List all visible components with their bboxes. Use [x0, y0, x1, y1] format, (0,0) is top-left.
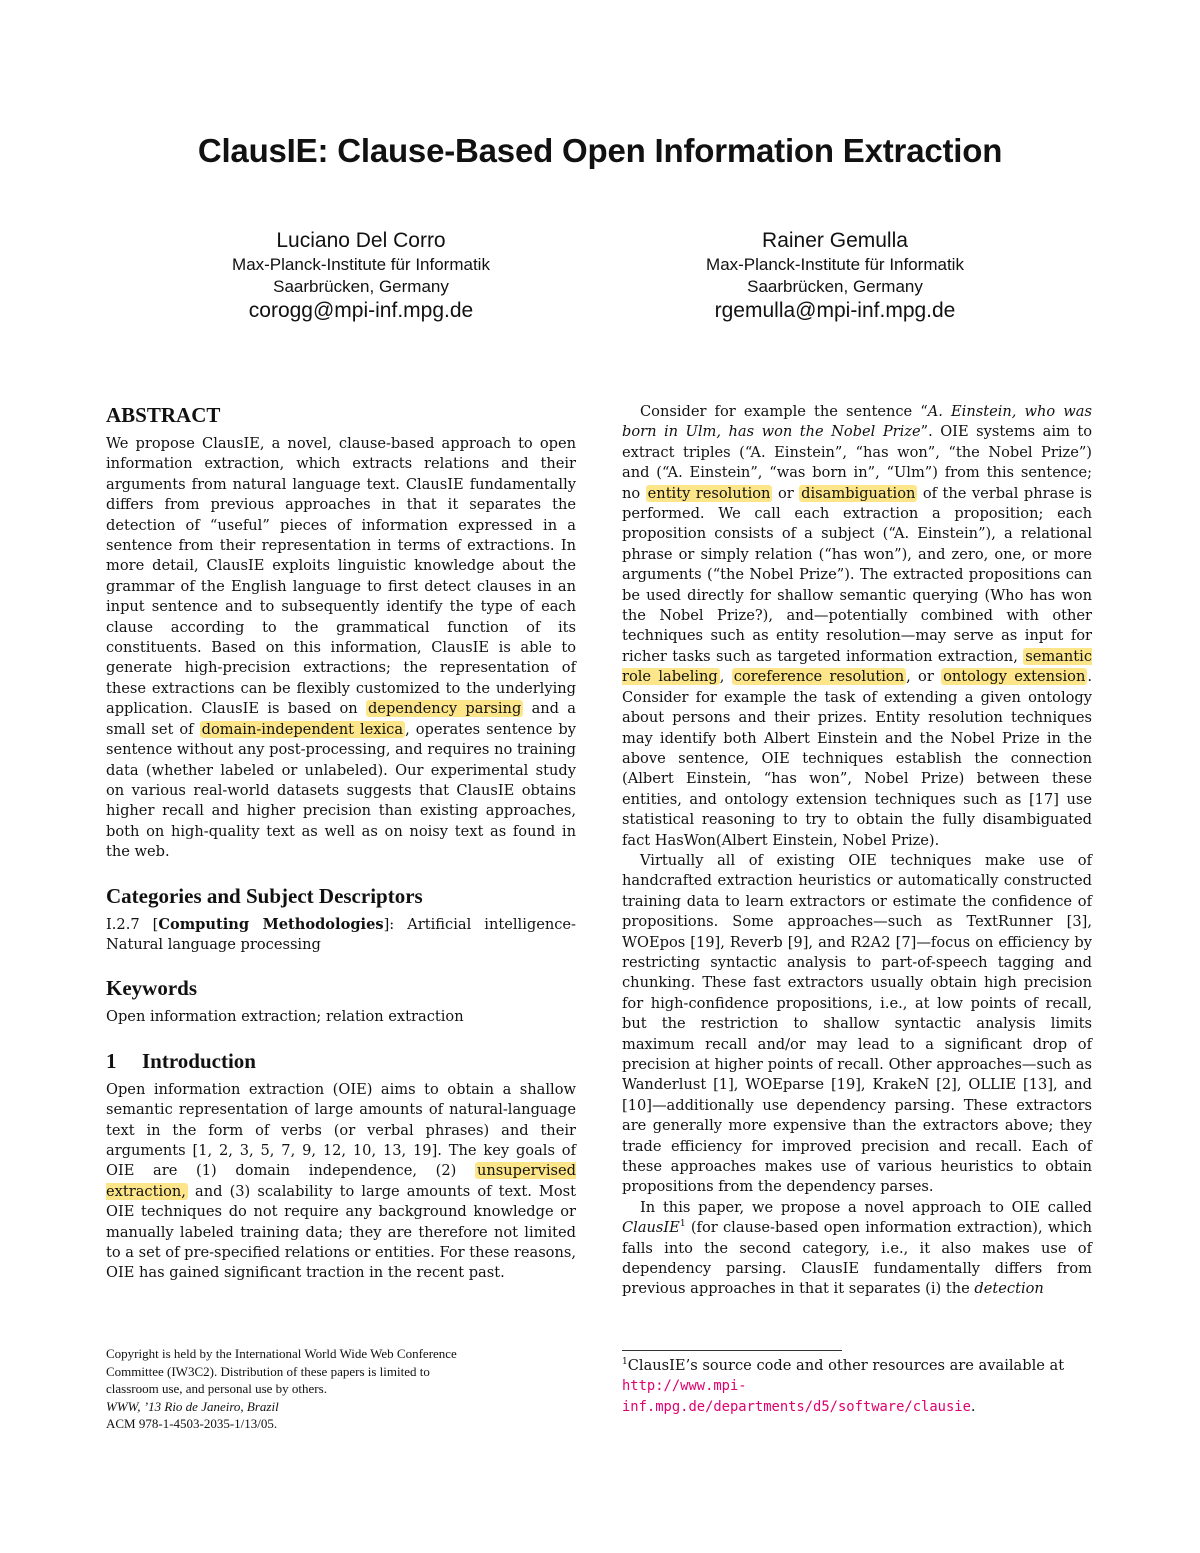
keywords-text: Open information extraction; relation extraction [106, 1008, 464, 1026]
highlight: disambiguation [801, 484, 916, 502]
author-email: rgemulla@mpi-inf.mpg.de [714, 299, 956, 322]
highlight: coreference resolution [733, 668, 905, 686]
author-block [131, 228, 591, 324]
abstract-heading: ABSTRACT [106, 403, 221, 427]
footnote: $^1$ClausIE’s source code and other resources are available at http://www.mpi-inf.mpg.de/departments/d5/software/clausie. [622, 1357, 1065, 1415]
highlight: domain-independent lexica [201, 720, 404, 738]
author-affiliation: Max-Planck-Institute für Informatik [706, 255, 964, 274]
footnote-divider [622, 1350, 842, 1351]
paper-title: ClausIE: Clause-Based Open Information Extraction [197, 132, 1003, 169]
author-email: corogg@mpi-inf.mpg.de [248, 299, 474, 322]
left-column [106, 402, 576, 1284]
highlight: ontology extension [943, 668, 1086, 686]
body-paragraph: Consider for example the sentence “A. Einstein, who was born in Ulm, has won the Nobel Prize”. OIE systems aim to extract triples (“A. Einstein”, “has won”, “the Nobel Prize”) and (“A. Einstein”, “was born in”, “Ulm”) from this sentence; no entity resolution or disambiguation of the verbal phrase is performed. We call each extraction a proposition; each proposition consists of a subject (“A. Einstein”), a relational phrase or simply relation (“has won”), and zero, one, or more arguments (“the Nobel Prize”). The extracted propositions can be used directly for shallow semantic querying (Who has won the Nobel Prize?), and—potentially combined with other techniques such as entity resolution—may serve as input for richer tasks such as targeted information extraction, semantic role labeling , coreference resolution , or ontology extension . Consider for example the task of extending a given ontology about persons and their prizes. Entity resolution techniques may identify both Albert Einstein and the Nobel Prize in the above sentence, OIE techniques establish the connection (Albert Einstein, “has won”, Nobel Prize) between these entities, and ontology extension techniques such as [17] use statistical reasoning to try to obtain the fully disambiguated fact HasWon(Albert Einstein, Nobel Prize). [622, 403, 1093, 849]
author-location: Saarbrücken, Germany [747, 277, 923, 296]
introduction-heading: 1 Introduction [106, 1048, 256, 1073]
author-location: Saarbrücken, Germany [273, 277, 449, 296]
copyright-notice: Copyright is held by the International World Wide Web Conference Committee (IW3C2). Distribution of these papers is limited to classroom use, and personal use by others. WWW, ’13 Rio de Janeiro, Brazil ACM 978-1-4503-2035-1/13/05. [106, 1346, 457, 1431]
highlight: semantic role labeling [622, 647, 1092, 686]
introduction-paragraph: Open information extraction (OIE) aims to obtain a shallow semantic representation of large amounts of natural-language text in the form of verbs (or verbal phrases) and their arguments [1, 2, 3, 5, 7, 9, 12, 10, 13, 19]. The key goals of OIE are (1) domain independence, (2) unsupervised extraction, and (3) scalability to large amounts of text. Most OIE techniques do not require any background knowledge or manually labeled training data; they are therefore not limited to a set of pre-specified relations or entities. For these reasons, OIE has gained significant traction in the recent past. [106, 1080, 577, 1282]
highlight: entity resolution [647, 484, 771, 502]
source-code-link[interactable]: clausie [912, 1398, 971, 1415]
author-name: Luciano Del Corro [276, 229, 446, 252]
author-block [605, 228, 1065, 324]
source-code-link[interactable]: http://www.mpi-inf.mpg.de/departments/d5/software/ [622, 1378, 913, 1415]
footnote-mark: 1 [679, 1219, 686, 1230]
keywords-heading: Keywords [106, 976, 197, 1001]
author-affiliation: Max-Planck-Institute für Informatik [232, 255, 490, 274]
body-paragraph: In this paper, we propose a novel approach to OIE called ClausIE$^1$ (for clause-based open information extraction), which falls into the second category, i.e., it also makes use of dependency parsing. ClausIE fundamentally differs from previous approaches in that it separates (i) the detection [622, 1198, 1092, 1298]
body-paragraph: Virtually all of existing OIE techniques make use of handcrafted extraction heuristics or automatically constructed training data to learn extractors or estimate the confidence of propositions. Some approaches—such as TextRunner [3], WOEpos [19], Reverb [9], and R2A2 [7]—focus on efficiency by restricting syntactic analysis to part-of-speech tagging and chunking. These fast extractors usually obtain high precision for high-confidence propositions, i.e., at low points of recall, but the restriction to shallow syntactic analysis limits maximum recall and/or may lead to a significant drop of precision at higher points of recall. Other approaches—such as Wanderlust [1], WOEparse [19], KrakeN [2], OLLIE [13], and [10]—additionally use dependency parsing. These extractors are generally more expensive than the extractors above; they trade efficiency for improved precision and recall. Each of these approaches makes use of various heuristics to obtain propositions from the dependency parses. [622, 851, 1092, 1196]
right-column [622, 402, 1092, 1300]
highlight: dependency parsing [367, 700, 522, 718]
categories-heading: Categories and Subject Descriptors [106, 883, 423, 908]
abstract-text: We propose ClausIE, a novel, clause-based approach to open information extraction, which extracts relations and their arguments from natural language text. ClausIE fundamentally differs from previous approaches in that it separates the detection of “useful” pieces of information expressed in a sentence from their representation in terms of extractions. In more detail, ClausIE exploits linguistic knowledge about the grammar of the English language to first detect clauses in an input sentence and to subsequently identify the type of each clause according to the grammatical function of its constituents. Based on this information, ClausIE is able to generate high-precision extractions; the representation of these extractions can be flexibly customized to the underlying application. ClausIE is based on dependency parsing and a small set of domain-independent lexica , operates sentence by sentence without any post-processing, and requires no training data (whether labeled or unlabeled). Our experimental study on various real-world datasets suggests that ClausIE obtains higher recall and higher precision than existing approaches, both on high-quality text as well as on noisy text as found in the web. [106, 435, 577, 861]
categories-text: I.2.7 [Computing Methodologies]: Artificial intelligence-Natural language processing [106, 915, 576, 953]
highlight: unsupervised extraction, [106, 1162, 577, 1200]
author-name: Rainer Gemulla [762, 229, 908, 252]
